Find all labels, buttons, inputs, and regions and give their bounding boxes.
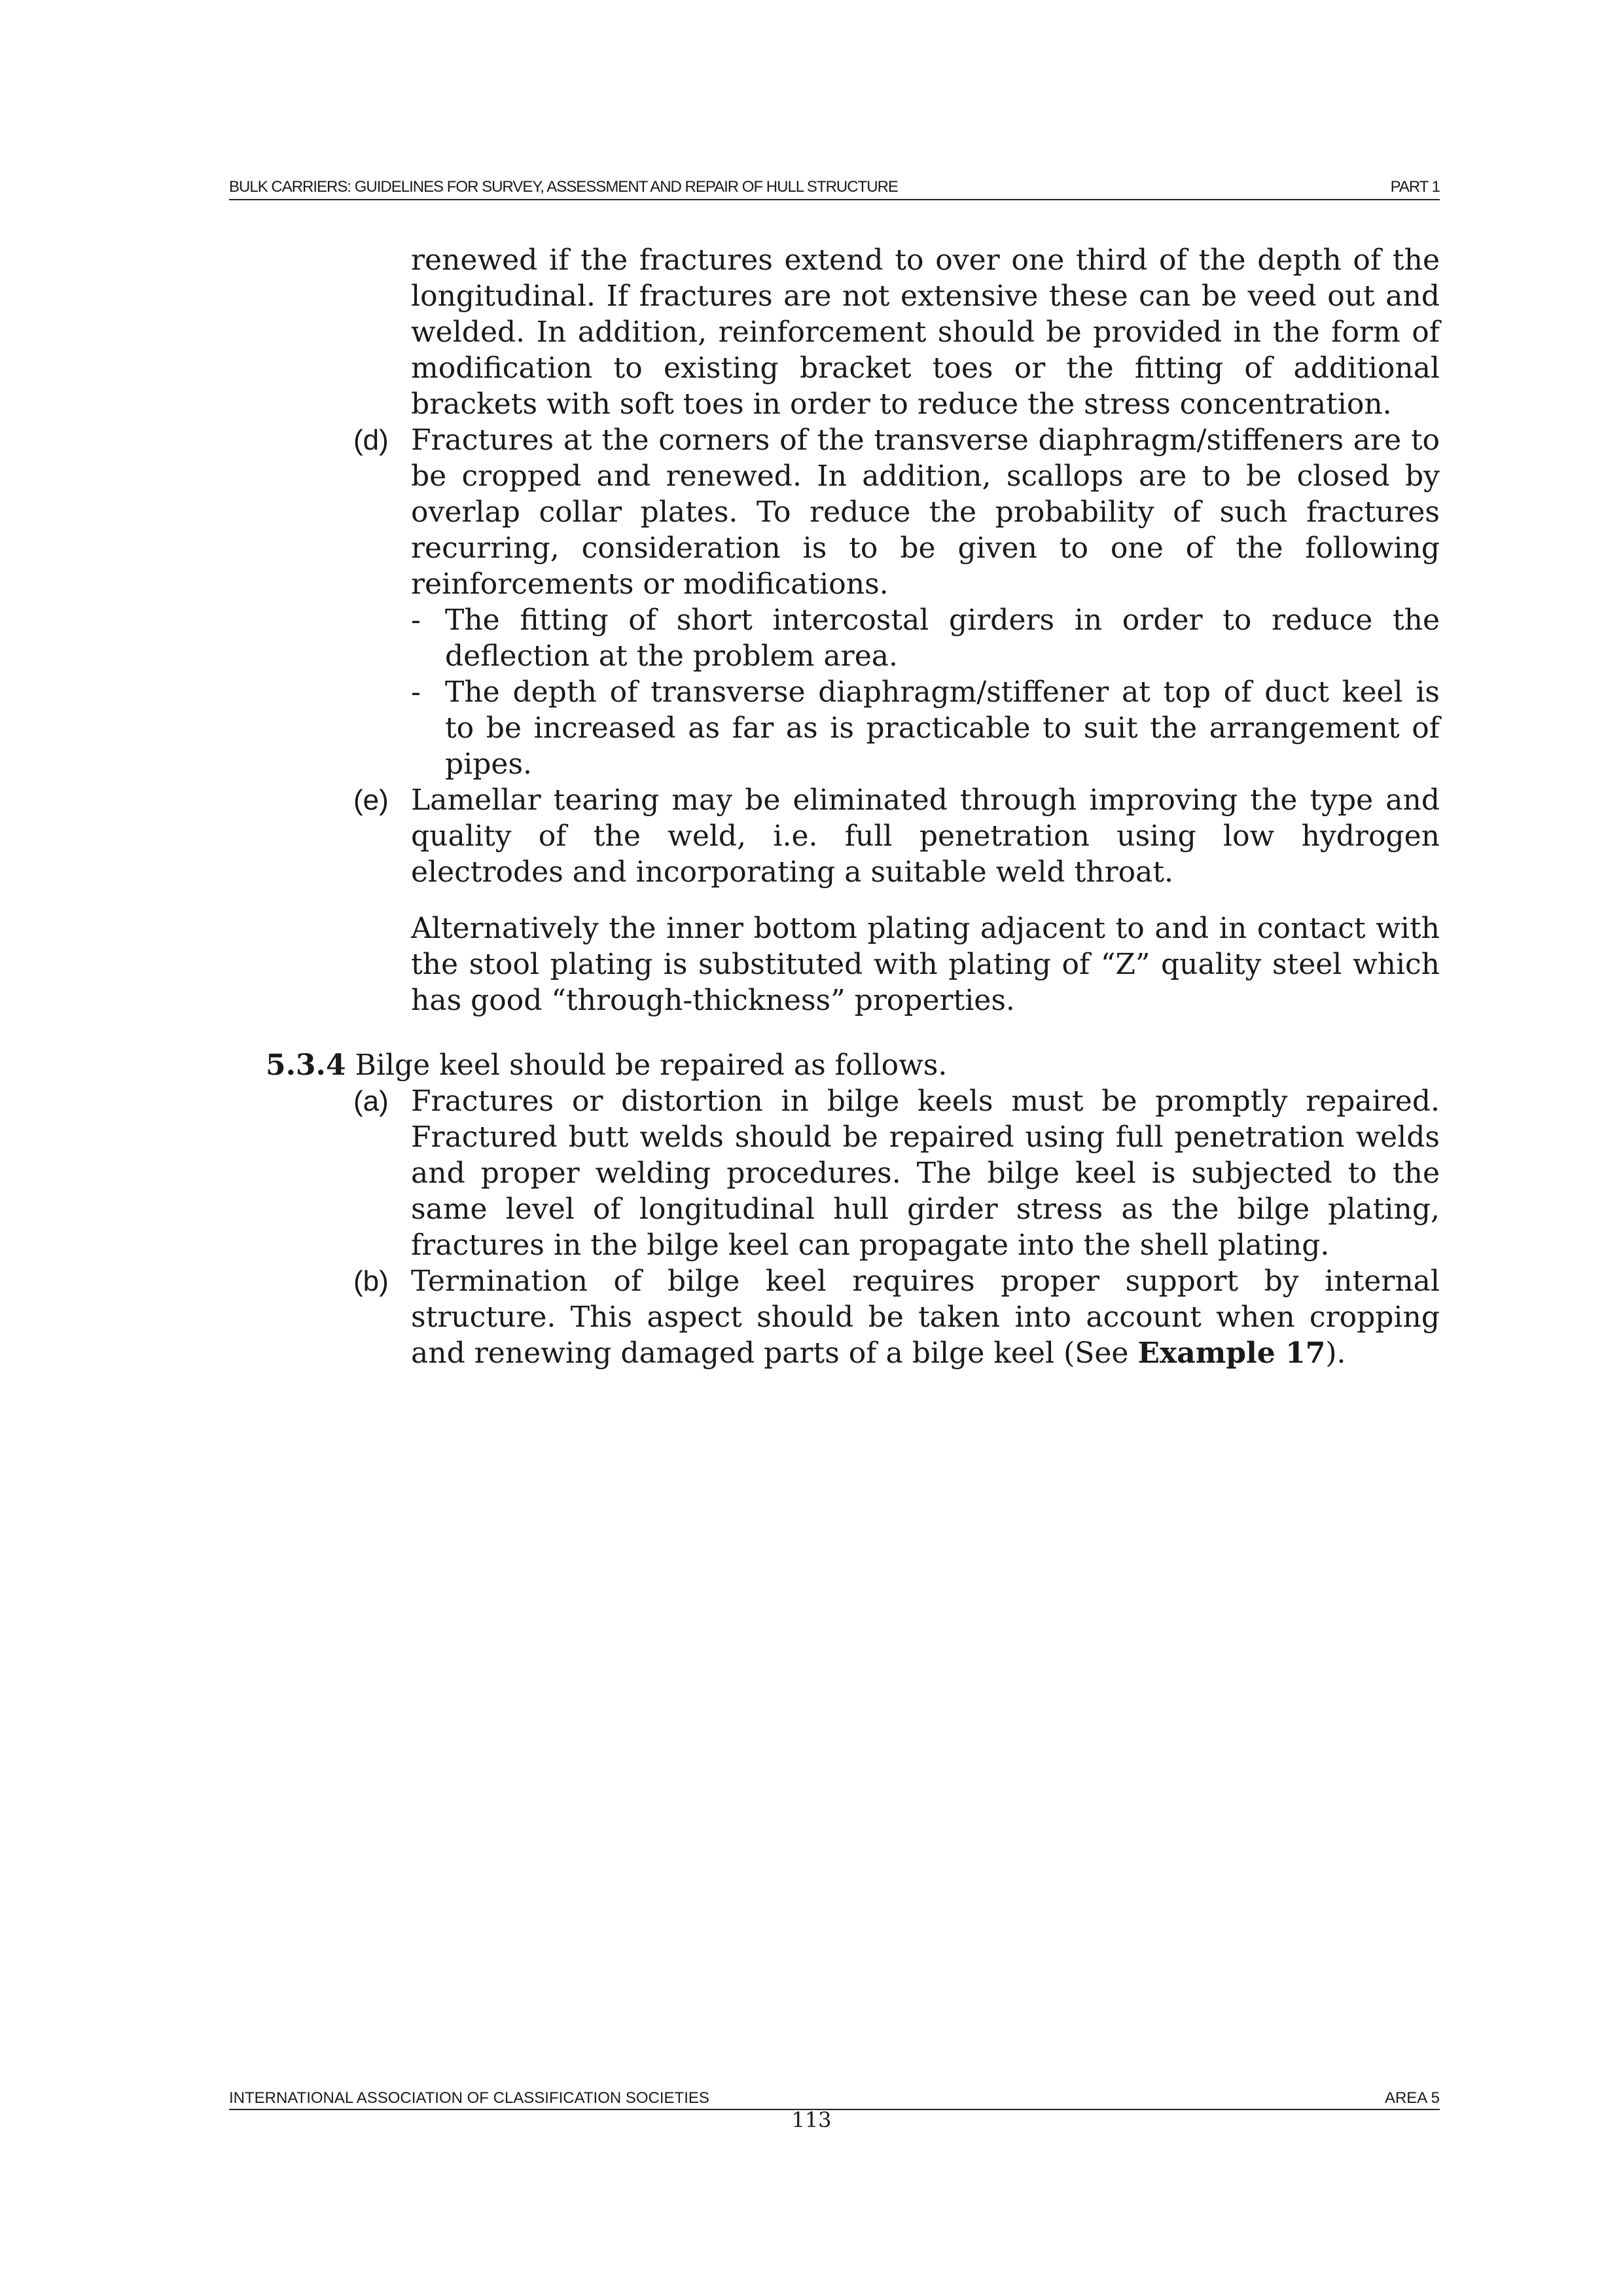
item-text: Fractures at the corners of the transverse diaphragm/stiffeners are to be cropped and renewed. In addition, scallops are to be closed by overlap collar plates. To reduce the probability of such fractures recurring, consideration is to be given to one of the following reinforcements or modifications.	[411, 423, 1440, 601]
section-title: Bilge keel should be repaired as follows.	[355, 1049, 948, 1082]
item-label: (e)	[353, 784, 389, 816]
header-part: PART 1	[1390, 178, 1440, 196]
dash-item-depth	[411, 674, 1440, 782]
section-heading	[266, 1047, 1440, 1083]
item-text-part: Termination of bilge keel requires proper support by internal structure. This aspect should be taken into account when cropping and renewing damaged parts of a bilge keel (See	[411, 1265, 1440, 1370]
footer-area: AREA 5	[1384, 2089, 1440, 2107]
list-item-d	[353, 422, 1440, 602]
item-label: (d)	[353, 424, 389, 456]
dash-text: The depth of transverse diaphragm/stiffener at top of duct keel is to be increased as far as is practicable to suit the arrangement of pipes.	[445, 675, 1440, 781]
list-item-e	[353, 782, 1440, 890]
running-header	[229, 178, 1440, 200]
dash-item-intercostal	[411, 602, 1440, 674]
example-reference: Example 17	[1137, 1336, 1326, 1370]
list-item-b	[353, 1263, 1440, 1371]
page-number: 113	[791, 2108, 832, 2132]
dash-label: -	[411, 675, 421, 709]
alternative-paragraph: Alternatively the inner bottom plating adjacent to and in contact with the stool plating is substituted with plating of “Z” quality steel which has good “through-thickness” properties.	[411, 912, 1440, 1017]
list-item-a	[353, 1083, 1440, 1263]
item-text-part: ).	[1325, 1336, 1346, 1370]
footer-organization: INTERNATIONAL ASSOCIATION OF CLASSIFICATION SOCIETIES	[229, 2089, 709, 2107]
item-text: Fractures or distortion in bilge keels must be promptly repaired. Fractured butt welds should be repaired using full penetration welds and proper welding procedures. The bilge keel is subjected to the same level of longitudinal hull girder stress as the bilge plating, fractures in the bilge keel can propagate into the shell plating.	[411, 1085, 1440, 1262]
item-text	[411, 1263, 1440, 1371]
dash-label: -	[411, 603, 421, 637]
item-text: Lamellar tearing may be eliminated through improving the type and quality of the weld, i.e. full penetration using low hydrogen electrodes and incorporating a suitable weld throat.	[411, 783, 1440, 889]
item-label: (a)	[353, 1085, 389, 1117]
header-title: BULK CARRIERS: GUIDELINES FOR SURVEY, ASSESSMENT AND REPAIR OF HULL STRUCTURE	[229, 178, 898, 196]
item-label: (b)	[353, 1265, 389, 1297]
section-number: 5.3.4	[266, 1049, 346, 1082]
dash-text: The fitting of short intercostal girders in order to reduce the deflection at the problem area.	[445, 603, 1440, 673]
continued-paragraph: renewed if the fractures extend to over one third of the depth of the longitudinal. If fractures are not extensive these can be veed out and welded. In addition, reinforcement should be provided in the form of modification to existing bracket toes or the fitting of additional brackets with soft toes in order to reduce the stress concentration.	[411, 243, 1440, 421]
